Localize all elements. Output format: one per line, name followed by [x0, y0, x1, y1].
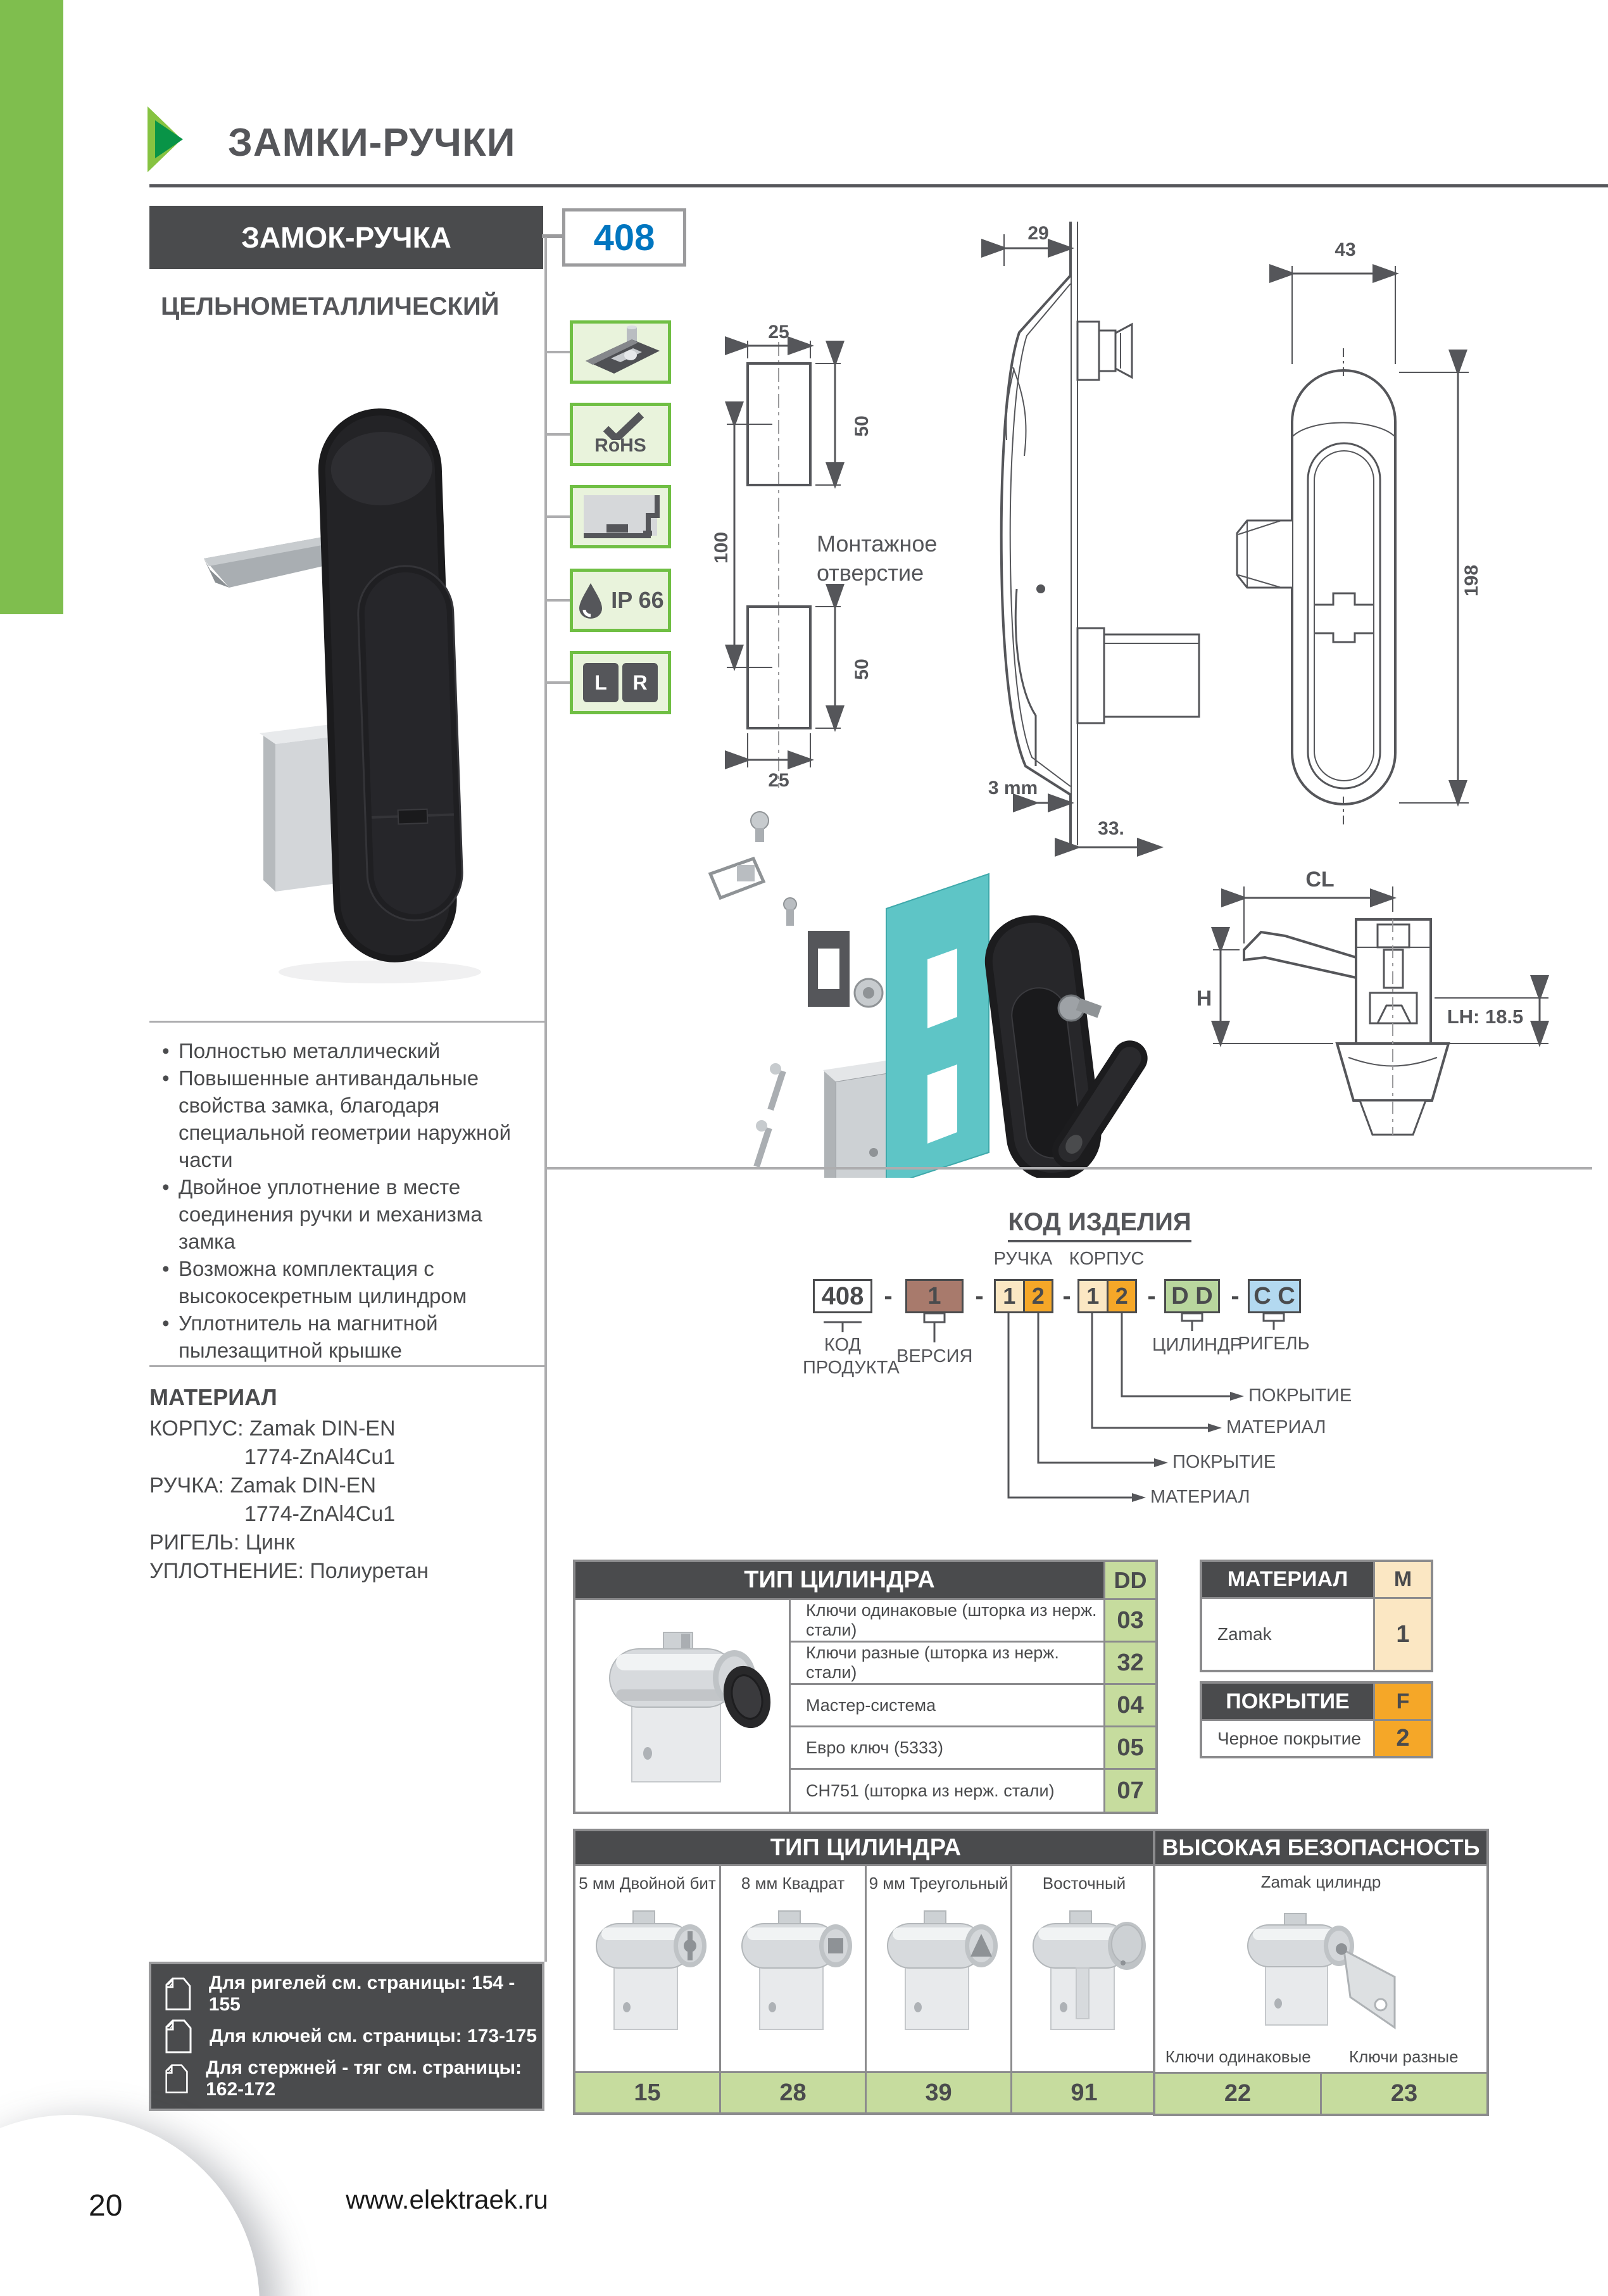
high-security-col-label: Ключи одинаковые — [1165, 2047, 1311, 2066]
cylinder-row-value: 05 — [1105, 1727, 1155, 1768]
coating-table-header: ПОКРЫТИЕ — [1202, 1684, 1373, 1719]
material-row-label: Zamak — [1202, 1599, 1373, 1670]
page-reference — [151, 2019, 542, 2053]
document-icon — [165, 1977, 191, 2011]
m-column-header: M — [1375, 1562, 1431, 1597]
left-divider-bottom — [149, 1365, 546, 1367]
document-icon — [165, 2019, 192, 2053]
cylinder-row-label: Мастер-система — [791, 1685, 1103, 1725]
product-label-box: ЗАМОК-РУЧКА — [149, 206, 543, 269]
product-photo — [171, 374, 487, 1000]
f-column-header: F — [1375, 1684, 1431, 1719]
front-view-lines — [1228, 228, 1494, 836]
cylinder-variant-label: 8 мм Квадрат — [741, 1874, 845, 1893]
left-hand-icon: L — [583, 663, 619, 702]
icon-stub — [544, 599, 572, 602]
cylinder-row-label: Евро ключ (5333) — [791, 1727, 1103, 1768]
material-line: 1774-ZnAl4Cu1 — [244, 1445, 396, 1469]
material-info-title: МАТЕРИАЛ — [149, 1384, 277, 1410]
cylinder-photo — [587, 1611, 777, 1801]
cylinder-photo-cell — [575, 1600, 789, 1812]
body-coating-arrow-label: ПОКРЫТИЕ — [1248, 1385, 1352, 1406]
icon-stub — [544, 681, 572, 684]
badge-ip66 — [570, 569, 671, 632]
cylinder-double-bit — [581, 1893, 714, 2052]
handle-material-cell: 1 — [996, 1281, 1023, 1311]
document-icon — [165, 2062, 188, 2096]
feature-item: • Возможна комплектация с высокосекретным цилиндром — [157, 1255, 544, 1309]
material-line: РУЧКА: Zamak DIN-EN — [149, 1473, 377, 1498]
icon-stub — [544, 433, 572, 436]
cylinder-row-value: 04 — [1105, 1685, 1155, 1725]
cylinder-type2-header: ТИП ЦИЛИНДРА — [575, 1831, 1156, 1864]
latch-detail-drawing — [1190, 848, 1570, 1152]
header-rule — [149, 184, 1608, 187]
body-group-label: КОРПУС — [1069, 1249, 1145, 1269]
cylinder-row-value: 32 — [1105, 1643, 1155, 1683]
page-title: ЗАМКИ-РУЧКИ — [228, 121, 516, 165]
cylinder-oriental — [1018, 1893, 1151, 2052]
feature-item: • Уплотнитель на магнитной пылезащитной крышке — [157, 1309, 544, 1364]
material-line: УПЛОТНЕНИЕ: Полиуретан — [149, 1559, 429, 1583]
code-box-product: 408 — [813, 1279, 872, 1313]
feature-item: • Повышенные антивандальные свойства замка, благодаря специальной геометрии наружной части — [157, 1064, 544, 1173]
dim-lh: LH: 18.5 — [1447, 1006, 1524, 1028]
handle-material-arrow-label: МАТЕРИАЛ — [1150, 1487, 1250, 1507]
page-reference-text: Для ключей см. страницы: 173-175 — [210, 2026, 537, 2047]
code-separator: - — [1147, 1282, 1156, 1310]
material-table-header: МАТЕРИАЛ — [1202, 1562, 1373, 1597]
dim-3mm: 3 mm — [988, 778, 1038, 798]
cylinder-variant-cell — [721, 1866, 865, 2071]
material-info — [149, 1384, 544, 1586]
dim-25-top: 25 — [768, 322, 789, 343]
side-view-drawing — [975, 209, 1266, 867]
mounting-hole-caption-2: отверстие — [817, 560, 924, 586]
material-line: КОРПУС: Zamak DIN-EN — [149, 1416, 396, 1441]
product-code-label-1: КОД — [824, 1335, 862, 1355]
left-divider-top — [149, 1021, 546, 1023]
cylinder-type-header: ТИП ЦИЛИНДРА — [575, 1562, 1103, 1598]
page-number: 20 — [89, 2189, 123, 2223]
code-separator: - — [975, 1282, 984, 1310]
dim-cl: CL — [1305, 867, 1335, 892]
cylinder-type-table — [573, 1560, 1158, 1814]
high-security-col-label: Ключи разные — [1348, 2047, 1459, 2066]
high-security-header: ВЫСОКАЯ БЕЗОПАСНОСТЬ — [1155, 1831, 1486, 1864]
security-cylinder-with-key — [1226, 1903, 1416, 2036]
dim-33: 33. — [1098, 818, 1124, 839]
material-row-value: 1 — [1375, 1599, 1431, 1670]
code-box-body — [1077, 1279, 1137, 1313]
coating-row-label: Черное покрытие — [1202, 1721, 1373, 1756]
cylinder-variant-value: 91 — [1012, 2073, 1156, 2112]
body-coating-cell: 2 — [1107, 1281, 1136, 1311]
cylinder-variant-cell — [575, 1866, 719, 2071]
cylinder-square — [727, 1893, 860, 2052]
product-code-label-2: ПРОДУКТА — [803, 1358, 900, 1378]
cylinder-row-value: 03 — [1105, 1600, 1155, 1641]
page-references-box — [149, 1962, 544, 2111]
page-reference — [151, 2057, 542, 2100]
high-security-subtitle: Zamak цилиндр — [1260, 1872, 1381, 1891]
badge-rohs — [570, 403, 671, 466]
badge-handle-tool — [570, 320, 671, 384]
cylinder-row-label: CH751 (шторка из нерж. стали) — [791, 1770, 1103, 1812]
cylinder-triangle — [872, 1893, 1005, 2052]
dim-100: 100 — [711, 531, 732, 564]
dim-25-bottom: 25 — [768, 770, 789, 791]
mounting-hole-caption-1: Монтажное — [817, 531, 938, 557]
page-number-bubble — [0, 2115, 260, 2296]
coating-table — [1200, 1681, 1433, 1758]
feature-item: • Двойное уплотнение в месте соединения ручки и механизма замка — [157, 1173, 544, 1255]
dd-column-header: DD — [1105, 1562, 1155, 1598]
handle-group-label: РУЧКА — [993, 1249, 1053, 1269]
dim-50-top: 50 — [851, 415, 872, 437]
dim-50-bottom: 50 — [851, 659, 872, 680]
page-reference-text: Для ригелей см. страницы: 154 - 155 — [208, 1972, 515, 2015]
icon-stub — [544, 351, 572, 353]
high-security-value: 22 — [1155, 2074, 1320, 2114]
cylinder-variant-cell — [1012, 1866, 1156, 2071]
icon-stub — [544, 515, 572, 518]
material-table — [1200, 1560, 1433, 1672]
high-security-table — [1153, 1829, 1489, 2116]
rohs-label: RoHS — [594, 435, 646, 456]
badge-left-right — [570, 651, 671, 714]
high-security-value: 23 — [1322, 2074, 1486, 2114]
cylinder-variant-value: 39 — [867, 2073, 1010, 2112]
badge-panel — [570, 485, 671, 548]
feature-list — [157, 1037, 544, 1364]
section-divider — [547, 1167, 1592, 1170]
exploded-view-graphic — [684, 798, 1215, 1178]
cylinder-variant-value: 15 — [575, 2073, 719, 2112]
code-diagram-title: КОД ИЗДЕЛИЯ — [1008, 1208, 1191, 1236]
front-view-drawing — [1228, 228, 1494, 836]
material-line: 1774-ZnAl4Cu1 — [244, 1502, 396, 1526]
material-line: РИГЕЛЬ: Цинк — [149, 1530, 295, 1555]
side-view-lines — [975, 209, 1266, 867]
product-code-box: 408 — [562, 208, 686, 267]
cylinder-row-label: Ключи одинаковые (шторка из нерж. стали) — [791, 1600, 1103, 1641]
latch-detail-lines — [1190, 848, 1570, 1152]
dim-43: 43 — [1335, 239, 1356, 260]
section-chevron-icon — [148, 106, 203, 172]
handle-coating-arrow-label: ПОКРЫТИЕ — [1172, 1452, 1276, 1472]
handle-coating-cell: 2 — [1023, 1281, 1052, 1311]
cylinder-label: ЦИЛИНДР — [1152, 1335, 1243, 1355]
column-divider — [544, 237, 547, 1962]
water-drop-icon — [577, 582, 605, 619]
bolt-label: РИГЕЛЬ — [1238, 1334, 1310, 1354]
dim-h: H — [1196, 987, 1212, 1011]
code-box-version: 1 — [905, 1279, 964, 1313]
code-diagram-underline — [1008, 1240, 1191, 1242]
code-box-bolt: C C — [1248, 1279, 1301, 1313]
ip66-label: IP 66 — [611, 587, 664, 613]
cylinder-row-label: Ключи разные (шторка из нерж. стали) — [791, 1643, 1103, 1683]
right-hand-icon: R — [622, 663, 658, 702]
code-separator: - — [1231, 1282, 1240, 1310]
code-separator: - — [884, 1282, 893, 1310]
version-label: ВЕРСИЯ — [896, 1346, 973, 1366]
green-corner-block — [0, 0, 63, 614]
cylinder-variant-label: 9 мм Треугольный — [869, 1874, 1008, 1893]
cylinder-variant-label: 5 мм Двойной бит — [579, 1874, 716, 1893]
cylinder-variant-cell — [867, 1866, 1010, 2071]
page-reference — [151, 1972, 542, 2015]
panel-door-icon — [577, 491, 663, 542]
feature-item: • Полностью металлический — [157, 1037, 544, 1064]
cylinder-row-value: 07 — [1105, 1770, 1155, 1812]
body-material-cell: 1 — [1079, 1281, 1107, 1311]
handle-cutaway-icon — [576, 325, 665, 379]
exploded-view — [684, 798, 1215, 1178]
cylinder-type2-table — [573, 1829, 1159, 2115]
code-box-handle — [994, 1279, 1053, 1313]
website-url: www.elektraek.ru — [346, 2185, 548, 2214]
body-material-arrow-label: МАТЕРИАЛ — [1226, 1417, 1326, 1437]
product-subtitle: ЦЕЛЬНОМЕТАЛЛИЧЕСКИЙ — [161, 293, 499, 320]
dim-29: 29 — [1027, 223, 1049, 244]
page-reference-text: Для стержней - тяг см. страницы: 162-172 — [206, 2057, 522, 2100]
dim-198: 198 — [1461, 564, 1482, 597]
code-box-cylinder: D D — [1164, 1279, 1220, 1313]
cylinder-variant-label: Восточный — [1042, 1874, 1126, 1893]
code-separator: - — [1062, 1282, 1071, 1310]
coating-row-value: 2 — [1375, 1721, 1431, 1756]
high-security-body — [1155, 1866, 1486, 2072]
cylinder-variant-value: 28 — [721, 2073, 865, 2112]
